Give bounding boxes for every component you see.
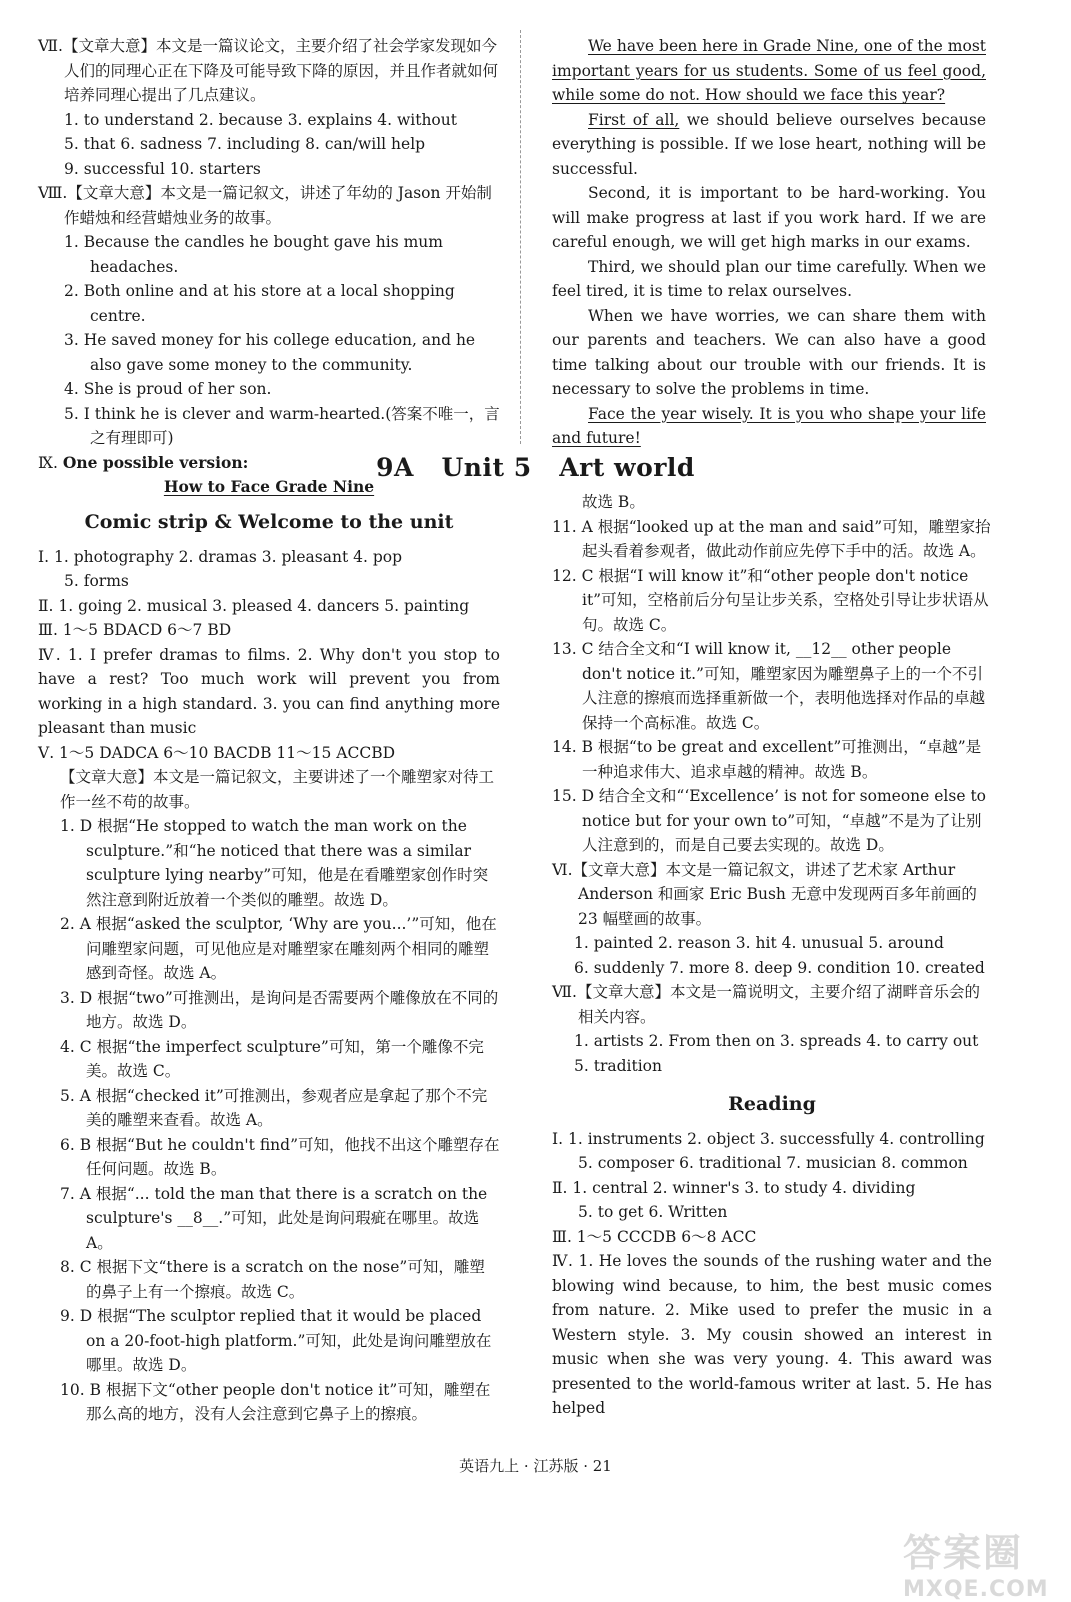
section-number: Ⅷ. [38, 184, 68, 202]
explanation-item: 2. A 根据“asked the sculptor, ‘Why are you...’”可知，他在问雕塑家问题，可见他应是对雕塑家在雕刻两个相同的雕塑感到奇怪。故选 A。 [60, 915, 497, 982]
explanation-item: 4. C 根据“the imperfect sculpture”可知，第一个雕像不完美。故选 C。 [60, 1037, 484, 1080]
essay-paragraph: Second, it is important to be hard-working. You will make progress at last if you work hard. If we are careful enough, we will get high marks in our exams. [552, 184, 986, 251]
answer-line: 1. to understand 2. because 3. explains 4. without [64, 110, 457, 129]
answer-line: 5. that 6. sadness 7. including 8. can/will help [64, 135, 426, 153]
section-heading: Reading [728, 1093, 816, 1115]
left-column [38, 496, 500, 1427]
answer-line: Ⅲ. 1～5 BDACD 6～7 BD [38, 621, 232, 639]
essay-paragraph: Face the year wisely. It is you who shape your life and future! [552, 404, 986, 447]
explanation-item: 12. C 根据“I will know it”和“other people don't notice it”可知，空格前后分句呈让步关系，空格处引导让步状语从句。故选 C。 [552, 566, 989, 634]
explanation-item: 6. B 根据“But he couldn't find”可知，他找不出这个雕塑存在任何问题。故选 B。 [60, 1135, 500, 1178]
essay-paragraph: We have been here in Grade Nine, one of the most important years for us students. Some of us feel good, while some do not. How should we face this year? [552, 37, 986, 104]
explanation-item: 14. B 根据“to be great and excellent”可推测出，“卓越”是一种追求伟大、追求卓越的精神。故选 B。 [552, 738, 982, 781]
answer-line: Ⅲ. 1～5 CCCDB 6～8 ACC [552, 1227, 757, 1246]
answer-line: Ⅱ. 1. central 2. winner's 3. to study 4. dividing [552, 1178, 916, 1197]
explanation-item: 8. C 根据下文“there is a scratch on the nose”可知，雕塑的鼻子上有一个擦痕。故选 C。 [60, 1258, 485, 1301]
answer-line: 5. forms [64, 572, 129, 590]
answer-line: 6. suddenly 7. more 8. deep 9. condition 10. created [574, 958, 985, 977]
answer-line: Ⅱ. 1. going 2. musical 3. pleased 4. dancers 5. painting [38, 596, 470, 615]
explanation-item: 故选 B。 [582, 493, 645, 511]
section-heading: Comic strip & Welcome to the unit [84, 511, 454, 533]
answer-line: 5. to get 6. Written [578, 1203, 728, 1221]
top-left-column [38, 34, 500, 500]
explanation-item: 5. A 根据“checked it”可推测出，参观者应是拿起了那个不完美的雕塑来查看。故选 A。 [60, 1086, 488, 1129]
essay-paragraph: First of all, we should believe ourselves because everything is possible. If we lose heart, nothing will be successful. [552, 110, 986, 178]
column-divider [520, 30, 521, 444]
explanation-item: 9. D 根据“The sculptor replied that it would be placed on a 20-foot-high platform.”可知，此处是询问雕塑放在哪里。故选 D。 [60, 1307, 492, 1374]
answer-line: 5. I think he is clever and warm-hearted.(答案不唯一，言之有理即可) [64, 404, 500, 447]
answer-line: Ⅰ. 1. photography 2. dramas 3. pleasant 4. pop [38, 547, 402, 566]
answer-line: Ⅰ. 1. instruments 2. object 3. successfully 4. controlling [552, 1129, 985, 1148]
right-column [552, 490, 992, 1421]
answer-line: Ⅳ. 1. I prefer dramas to films. 2. Why don't you stop to have a rest? Too much work will prevent you from working in a high standard. 3. you can find anything more pleasant than music [38, 645, 500, 737]
explanation-item: 3. D 根据“two”可推测出，是询问是否需要两个雕像放在不同的地方。故选 D。 [60, 988, 499, 1031]
explanation-item: 7. A 根据“... told the man that there is a scratch on the sculpture's __8__.”可知，此处是询问瑕疵在哪里。故选 A。 [60, 1184, 488, 1252]
answer-line: 3. He saved money for his college education, and he also gave some money to the community. [64, 331, 476, 374]
answer-line: 9. successful 10. starters [64, 159, 261, 178]
section-viii-summary: Ⅷ.【文章大意】本文是一篇记叙文，讲述了年幼的 Jason 开始制作蜡烛和经营蜡烛业务的故事。 [38, 184, 492, 227]
essay-title: How to Face Grade Nine [163, 477, 375, 496]
watermark-text: 答案圈 [903, 1531, 1024, 1575]
explanation-item: 11. A 根据“looked up at the man and said”可知，雕塑家抬起头看着参观者，做此动作前应先停下手中的活。故选 A。 [552, 517, 991, 560]
explanation-item: 1. D 根据“He stopped to watch the man work on the sculpture.”和“he noticed that there was a similar sculpture lying nearby”可知，他是在看雕塑家创作时突然注意到附近放着一个类似的雕塑。故选 D。 [60, 817, 489, 909]
answer-line: 1. artists 2. From then on 3. spreads 4. to carry out [574, 1032, 979, 1050]
answer-line: 1. Because the candles he bought gave his mum headaches. [64, 233, 443, 276]
answer-line: Ⅳ. 1. He loves the sounds of the rushing water and the blowing wind because, to him, the best music comes from nature. 2. Mike used to prefer the music in a Western style. 3. My cousin showed an interest in music when she was very young. 4. This award was presented to the world-famous writer at last. 5. He has helped [552, 1252, 992, 1417]
answer-line: 4. She is proud of her son. [64, 380, 272, 398]
article-summary: 【文章大意】本文是一篇记叙文，主要讲述了一个雕塑家对待工作一丝不苟的故事。 [60, 768, 495, 811]
explanation-item: 15. D 结合全文和“‘Excellence’ is not for someone else to notice but for your own to”可知，“卓越”不是为了让别人注意到的，而是自己要去实现的。故选 D。 [552, 787, 987, 854]
answer-line: 1. painted 2. reason 3. hit 4. unusual 5. around [574, 934, 944, 952]
section-vi-summary: Ⅵ.【文章大意】本文是一篇记叙文，讲述了艺术家 Arthur Anderson 和画家 Eric Bush 无意中发现两百多年前画的 23 幅壁画的故事。 [552, 860, 977, 928]
section-ix-label: Ⅸ. One possible version: [38, 452, 249, 472]
explanation-item: 10. B 根据下文“other people don't notice it”可知，雕塑在那么高的地方，没有人会注意到它鼻子上的擦痕。 [60, 1380, 491, 1423]
essay-column [552, 34, 986, 451]
essay-paragraph: When we have worries, we can share them with our parents and teachers. We can also have a good time talking about our trouble with our friends. It is necessary to solve the problems in time. [552, 306, 986, 398]
answer-line: 5. tradition [574, 1056, 662, 1075]
section-number: Ⅶ. [38, 37, 63, 55]
answer-line: 2. Both online and at his store at a local shopping centre. [64, 282, 455, 325]
section-number: Ⅶ. [552, 983, 577, 1001]
answer-line: Ⅴ. 1～5 DADCA 6～10 BACDB 11～15 ACCBD [38, 743, 396, 762]
answer-line: 5. composer 6. traditional 7. musician 8. common [578, 1154, 968, 1172]
page-footer: 英语九上 · 江苏版 · 21 [459, 1457, 612, 1475]
section-number: Ⅵ. [552, 860, 573, 879]
watermark-url: MXQE.COM [903, 1577, 1049, 1602]
section-number: Ⅸ. [38, 453, 58, 472]
section-vii-summary: Ⅶ.【文章大意】本文是一篇说明文，主要介绍了湖畔音乐会的相关内容。 [552, 983, 980, 1026]
explanation-item: 13. C 结合全文和“I will know it, __12__ other people don't notice it.”可知，雕塑家因为雕塑鼻子上的一个不引人注意的擦痕而选择重新做一个，表明他选择对作品的卓越保持一个高标准。故选 C。 [552, 640, 986, 732]
watermark-logo [903, 1522, 1053, 1602]
section-vii-summary: Ⅶ.【文章大意】本文是一篇议论文，主要介绍了社会学家发现如今人们的同理心正在下降及可能导致下降的原因，并且作者就如何培养同理心提出了几点建议。 [38, 37, 499, 104]
unit-title: 9A Unit 5 Art world [376, 453, 695, 482]
essay-paragraph: Third, we should plan our time carefully. When we feel tired, it is time to relax ourselves. [552, 257, 986, 300]
